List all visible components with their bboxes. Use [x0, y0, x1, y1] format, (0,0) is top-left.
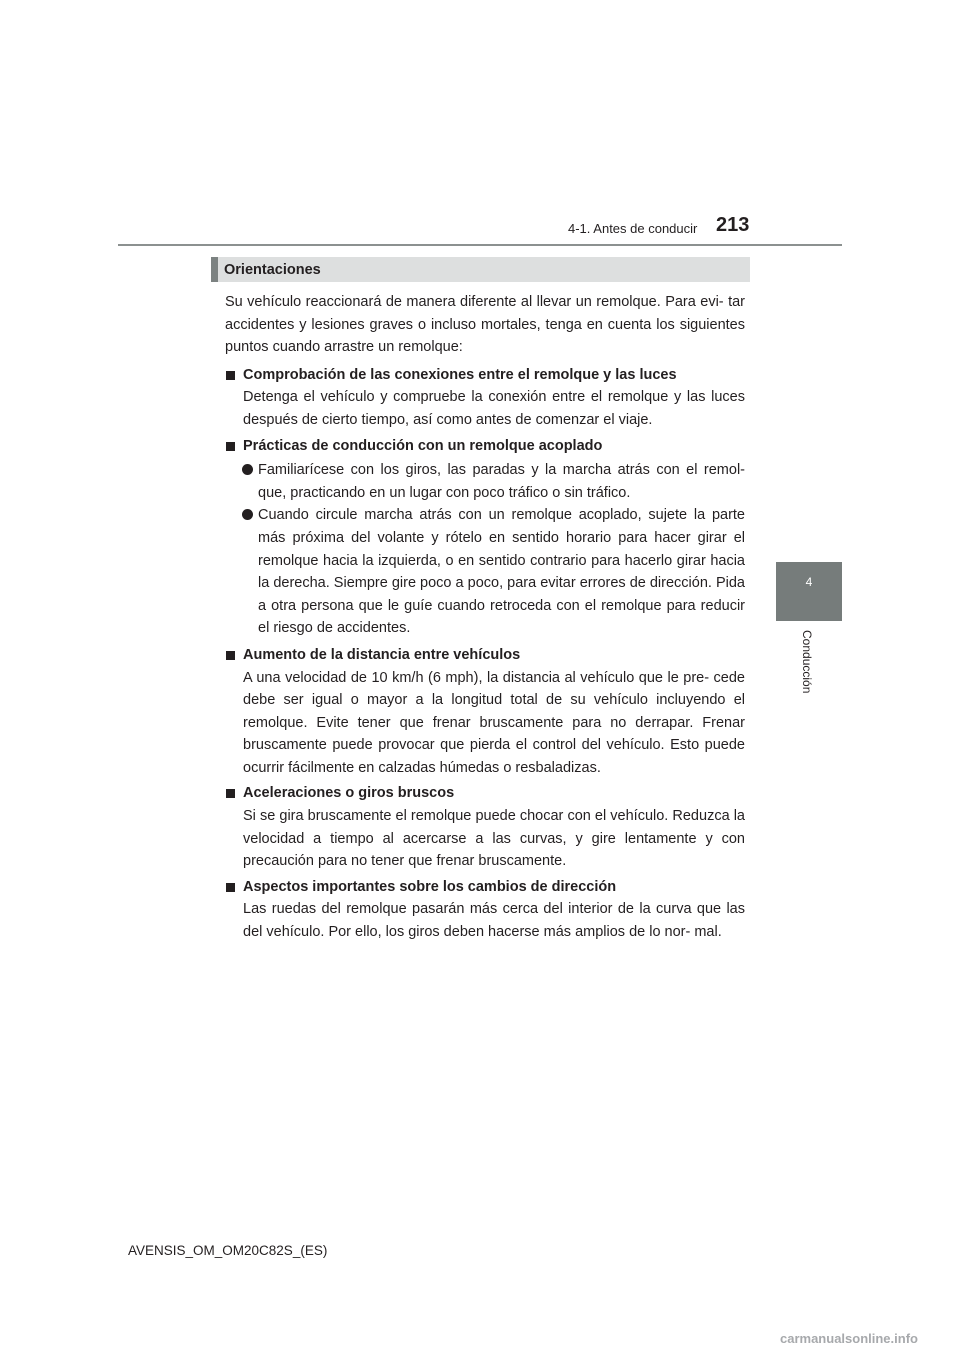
square-bullet-icon [226, 442, 235, 451]
subsection-heading-text: Prácticas de conducción con un remolque acoplado [243, 437, 603, 454]
subsection-body: Si se gira bruscamente el remolque puede chocar con el vehículo. Reduzca la velocidad a tiempo al acercarse a las curvas, y gire lentamente y con precaución para no tener que frenar bruscamente. [243, 808, 745, 870]
subsection-heading [225, 782, 745, 805]
subsection-body: Detenga el vehículo y compruebe la conexión entre el remolque y las luces después de cierto tiempo, así como antes de comenzar el viaje. [243, 389, 745, 428]
header-section-title: 4-1. Antes de conducir [568, 221, 698, 236]
circle-bullet-icon [242, 464, 253, 475]
header-divider [118, 244, 842, 246]
chapter-label-wrap [770, 630, 830, 720]
main-content [225, 291, 745, 944]
document-code: AVENSIS_OM_OM20C82S_(ES) [128, 1243, 328, 1258]
subsection-body: Las ruedas del remolque pasarán más cerca del interior de la curva que las del vehículo. Por ello, los giros deben hacerse más amplios de lo nor- mal. [243, 901, 745, 941]
square-bullet-icon [226, 883, 235, 892]
section-title-accent [211, 257, 218, 282]
section-title: Orientaciones [224, 262, 321, 278]
list-item-text: Cuando circule marcha atrás con un remolque acoplado, sujete la parte más próxima del volante y rótelo en sentido horario para hacer girar el remolque hacia la izquierda, o en sentido contrario para hacerlo girar hacia la derecha. Siempre gire poco a poco, para evitar errores de dirección. Pida a otra persona que le guíe cuando retroceda con el remolque para reducir el riesgo de accidentes. [258, 507, 745, 637]
subsection-body: A una velocidad de 10 km/h (6 mph), la distancia al vehículo que le pre- cede debe ser igual o mayor a la longitud total de su vehículo incluyendo el remolque. Evite tener que frenar bruscamente para no derrapar. Frenar bruscamente puede provocar que pierda el control del vehículo. Esto puede ocurrir fácilmente en calzadas húmedas o resbaladizas. [243, 669, 745, 776]
square-bullet-icon [226, 651, 235, 660]
list-item [225, 504, 745, 640]
chapter-label: Conducción [800, 630, 814, 694]
circle-bullet-icon [242, 509, 253, 520]
watermark: carmanualsonline.info [780, 1331, 918, 1346]
subsection-heading-text: Aspectos importantes sobre los cambios de dirección [243, 878, 617, 895]
subsection-heading [225, 644, 745, 667]
page-number: 213 [716, 214, 750, 236]
subsection-heading [225, 364, 745, 387]
subsection-heading [225, 876, 745, 899]
chapter-number: 4 [805, 575, 813, 589]
bullet-list [225, 459, 745, 640]
subsection-heading [225, 435, 745, 458]
square-bullet-icon [226, 789, 235, 798]
list-item-text: Familiarícese con los giros, las paradas y la marcha atrás con el remol- que, practicando en un lugar con poco tráfico o sin tráfico. [258, 462, 745, 501]
intro-paragraph: Su vehículo reaccionará de manera diferente al llevar un remolque. Para evi- tar accidentes y lesiones graves o incluso mortales, tenga en cuenta los siguientes puntos cuando arrastre un remolque: [225, 294, 745, 356]
chapter-tab-block [776, 562, 842, 621]
square-bullet-icon [226, 371, 235, 380]
list-item [225, 459, 745, 504]
subsection-heading-text: Comprobación de las conexiones entre el remolque y las luces [243, 366, 677, 383]
subsection-heading-text: Aceleraciones o giros bruscos [243, 785, 455, 802]
subsection-heading-text: Aumento de la distancia entre vehículos [243, 646, 521, 663]
